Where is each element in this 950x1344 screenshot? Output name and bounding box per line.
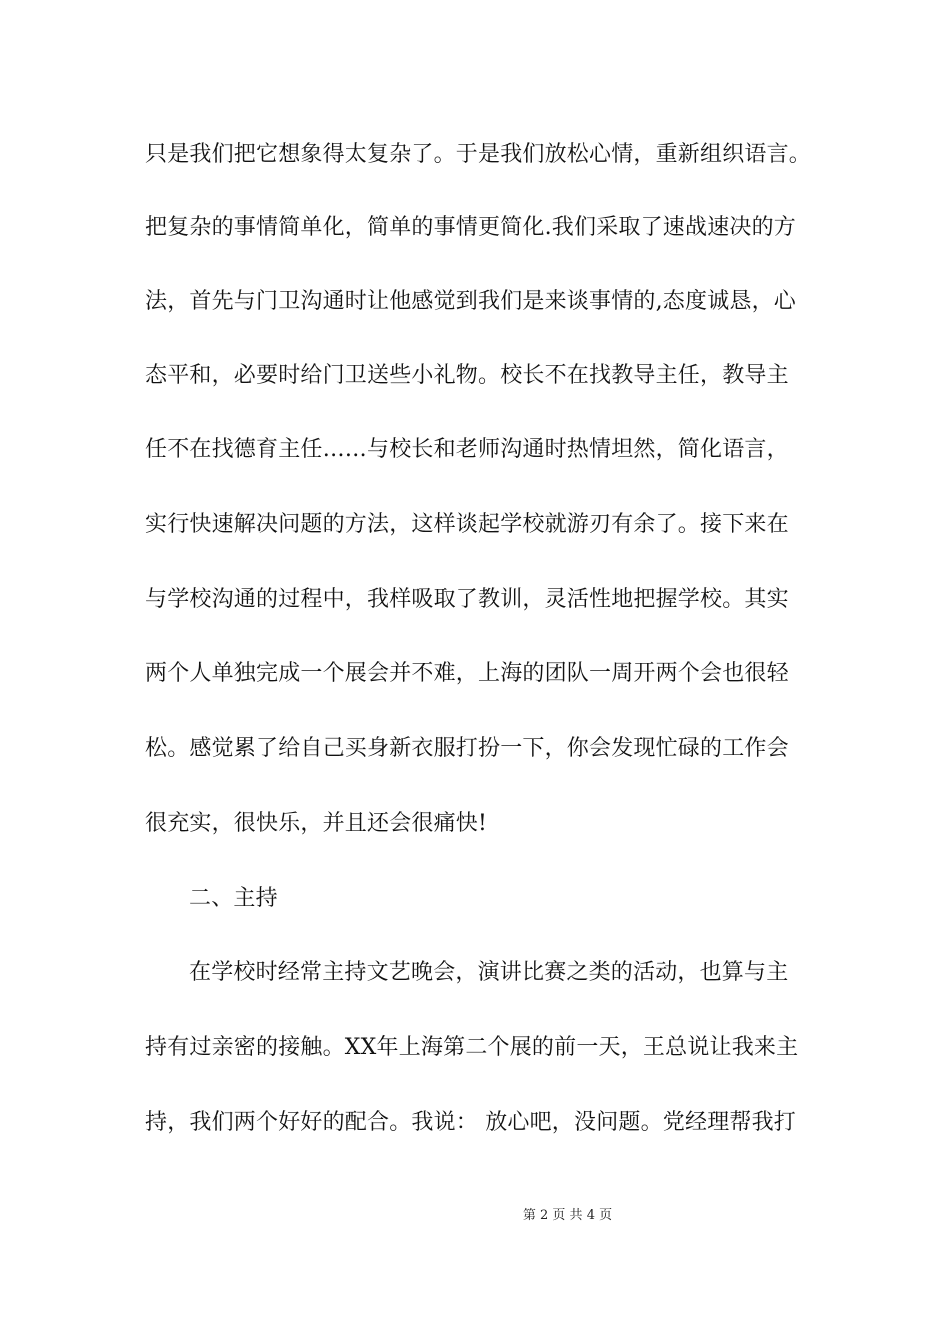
body-text-line: 任不在找德育主任……与校长和老师沟通时热情坦然，简化语言，: [145, 437, 789, 462]
body-text-line: 法，首先与门卫沟通时让他感觉到我们是来谈事情的,态度诚恳，心: [145, 289, 796, 314]
body-text-line: 持有过亲密的接触。XX年上海第二个展的前一天，王总说让我来主: [145, 1035, 799, 1060]
body-text-line: 实行快速解决问题的方法，这样谈起学校就游刃有余了。接下来在: [145, 512, 789, 537]
section-heading: 二、主持: [189, 886, 278, 911]
body-text-line: 很充实，很快乐，并且还会很痛快!: [145, 811, 488, 836]
body-text-line: 两个人单独完成一个展会并不难，上海的团队一周开两个会也很轻: [145, 661, 789, 686]
body-text-line: 把复杂的事情简单化，简单的事情更简化.我们采取了速战速决的方: [145, 215, 796, 240]
page-footer: 第 2 页 共 4 页: [522, 1208, 613, 1223]
body-text-line: 只是我们把它想象得太复杂了。于是我们放松心情，重新组织语言。: [145, 142, 812, 167]
body-text-line: 态平和，必要时给门卫送些小礼物。校长不在找教导主任，教导主: [145, 363, 789, 388]
body-text-line: 在学校时经常主持文艺晚会，演讲比赛之类的活动，也算与主: [189, 960, 789, 985]
body-text-line: 持，我们两个好好的配合。我说： 放心吧，没问题。党经理帮我打: [145, 1110, 796, 1135]
body-text-line: 松。感觉累了给自己买身新衣服打扮一下，你会发现忙碌的工作会: [145, 736, 789, 761]
body-text-line: 与学校沟通的过程中，我样吸取了教训，灵活性地把握学校。其实: [145, 587, 789, 612]
